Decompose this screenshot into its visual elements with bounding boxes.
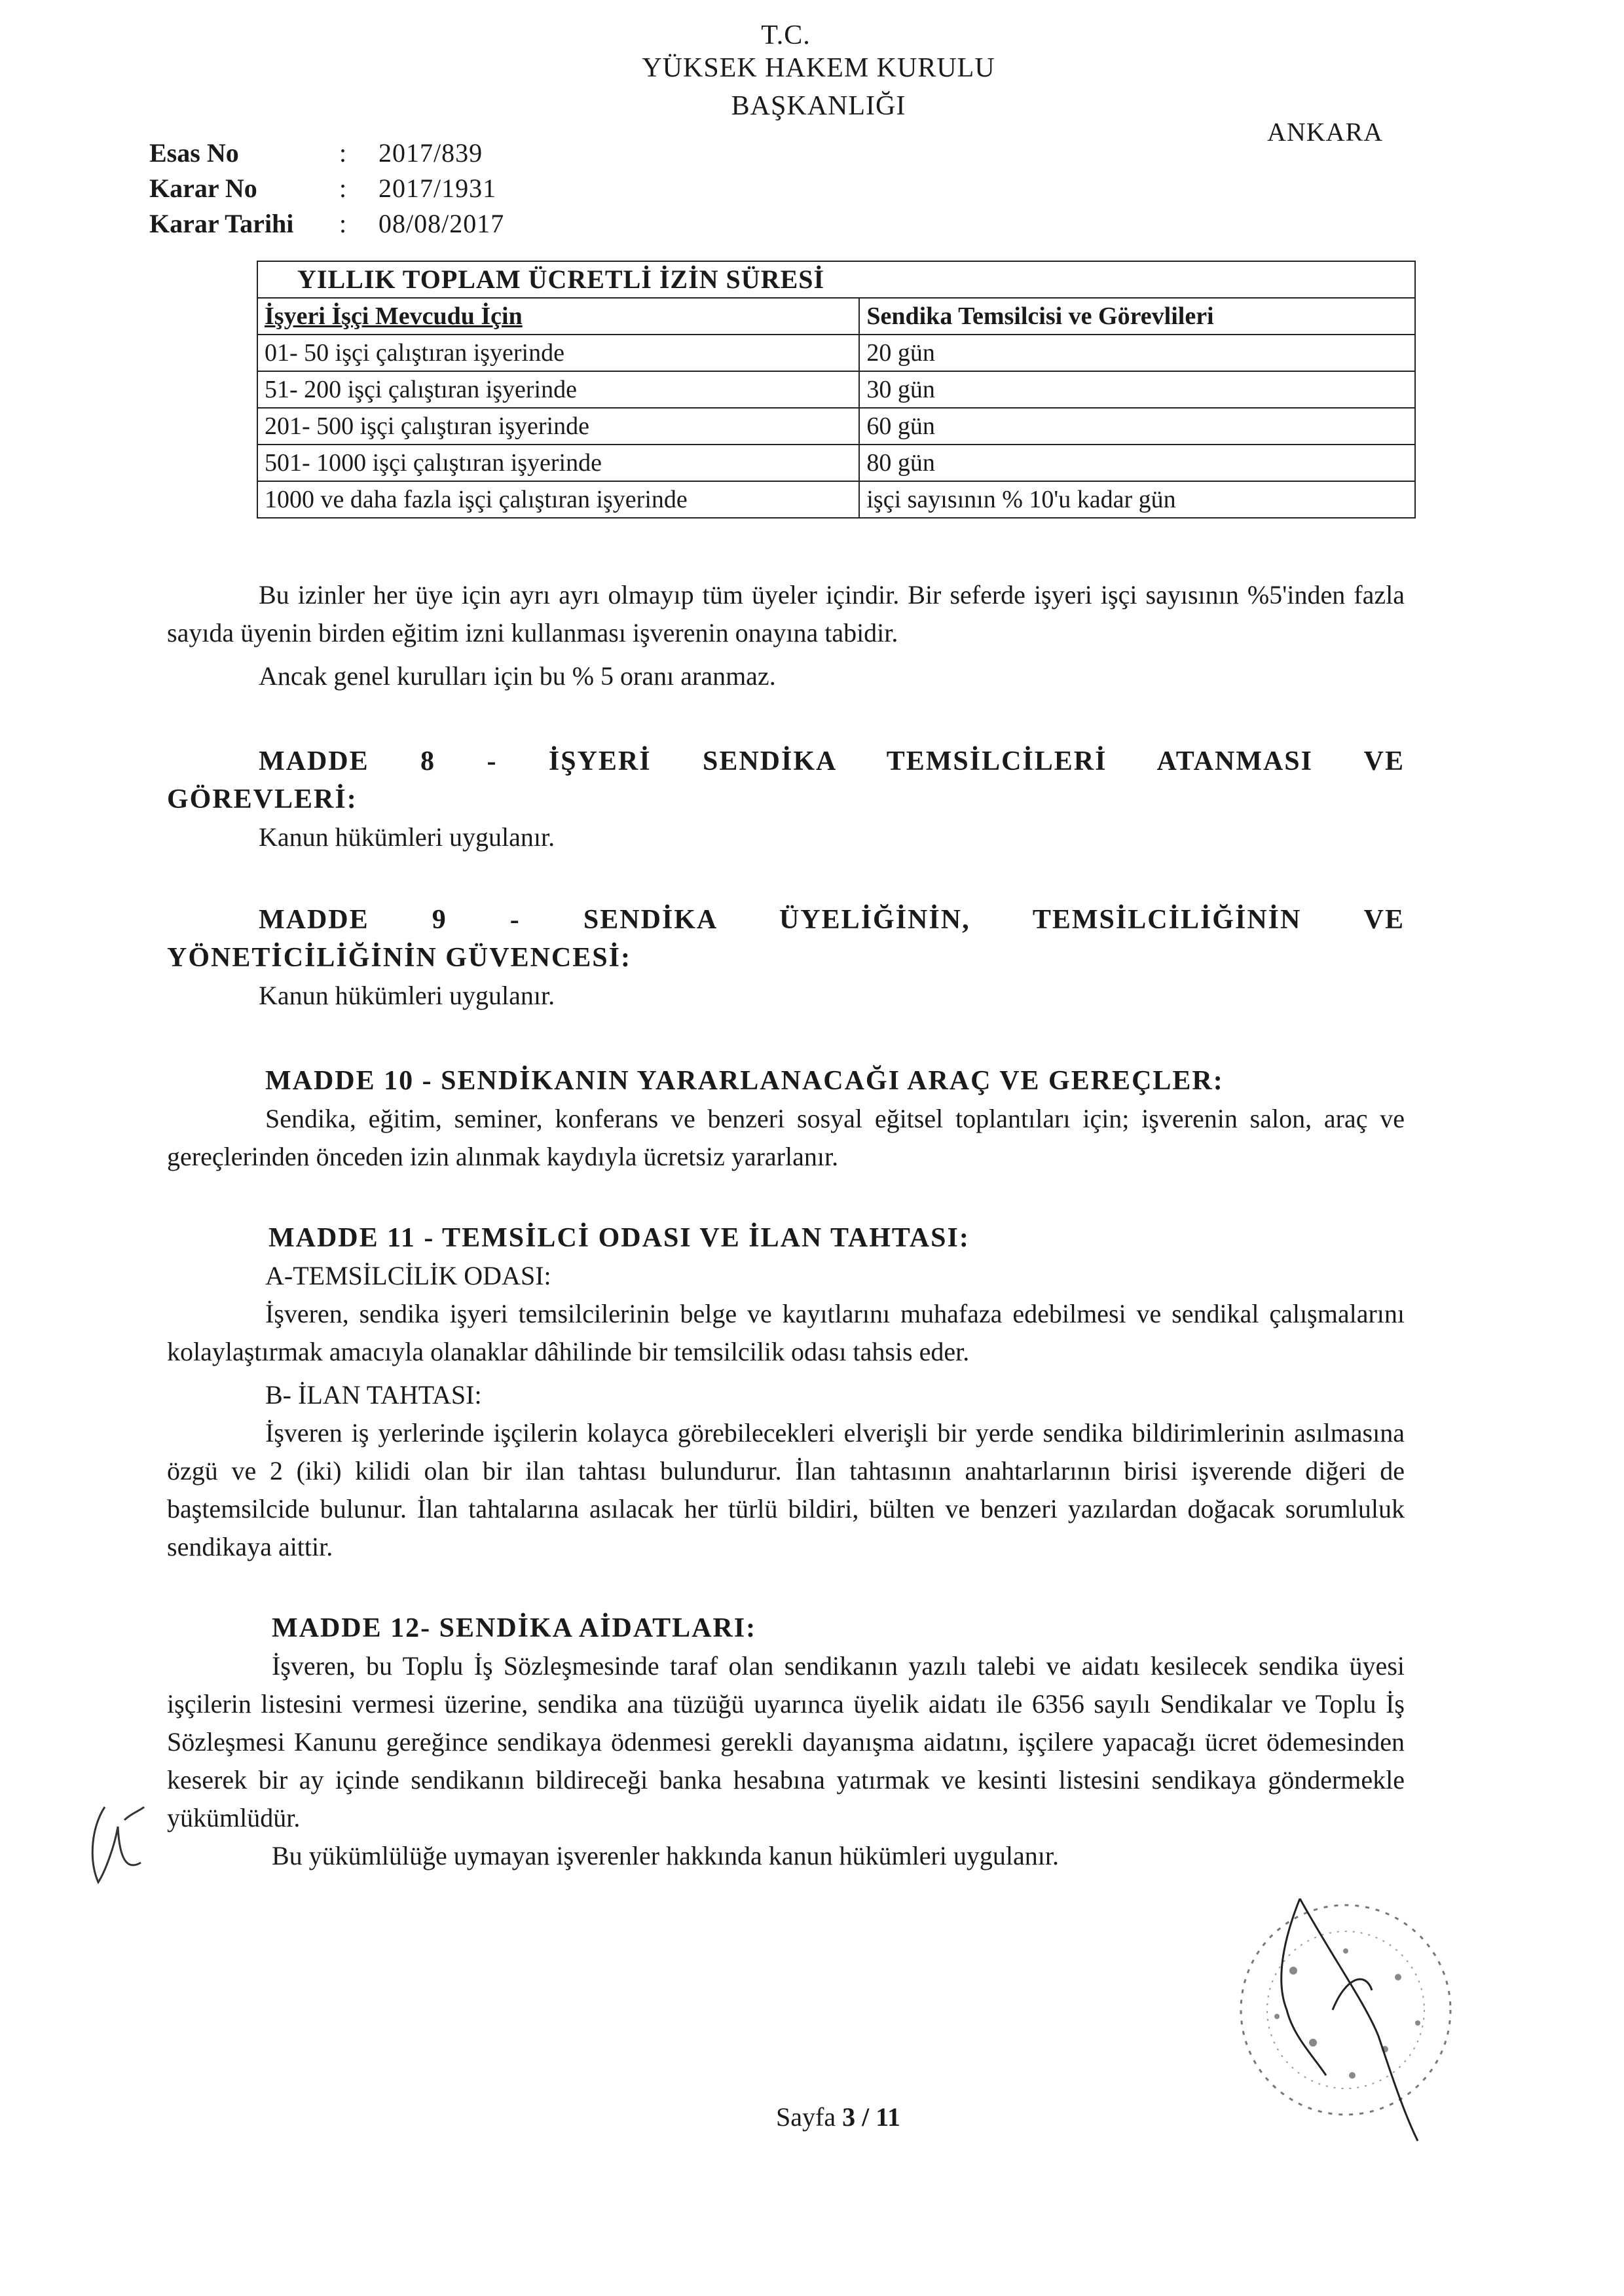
meta-label: Esas No: [149, 138, 239, 168]
meta-value: 2017/839: [378, 138, 483, 168]
paragraph: Ancak genel kurulları için bu % 5 oranı aranmaz.: [259, 661, 776, 691]
meta-value: 2017/1931: [378, 173, 497, 203]
subsection-title: A-TEMSİLCİLİK ODASI:: [265, 1261, 551, 1290]
paragraph: İşveren iş yerlerinde işçilerin kolayca görebilecekleri elverişli bir yerde sendika bildirimlerinin asılmasına özgü ve 2 (iki) kilidi olan bir ilan tahtası bulundurur. İlan tahtasının anahtarlarının birisi işverende diğeri de baştemsilcide bulunur. İlan tahtalarına asılacak her türlü bildiri, bülten ve benzeri yazılardan doğacak sorumluluk sendikaya aittir.: [167, 1418, 1405, 1561]
section-title: MADDE 8 - İŞYERİ SENDİKA TEMSİLCİLERİ ATANMASI VE: [259, 746, 1405, 776]
paragraph: Kanun hükümleri uygulanır.: [259, 822, 555, 852]
meta-row-esas: [149, 137, 504, 173]
page-number: [776, 2102, 900, 2132]
header-city: ANKARA: [1267, 117, 1384, 147]
header-tc: T.C.: [761, 20, 811, 50]
section-title: YÖNETİCİLİĞİNİN GÜVENCESİ:: [167, 943, 631, 973]
page-total: 11: [876, 2102, 900, 2132]
header-institution: YÜKSEK HAKEM KURULU: [642, 53, 995, 83]
table-row: [257, 481, 1415, 518]
table-col-header: İşyeri İşçi Mevcudu İçin: [257, 298, 859, 335]
table-title: YILLIK TOPLAM ÜCRETLİ İZİN SÜRESİ: [257, 261, 1415, 298]
section-title: MADDE 11 - TEMSİLCİ ODASI VE İLAN TAHTASI:: [268, 1223, 970, 1253]
page-separator: /: [862, 2102, 870, 2132]
meta-row-tarih: [149, 208, 504, 244]
madde-10: [167, 1062, 1405, 1176]
table-row: [257, 371, 1415, 408]
paragraph: Kanun hükümleri uygulanır.: [259, 981, 555, 1010]
header-presidency: BAŞKANLIĞI: [731, 91, 906, 121]
table-header-row: [257, 298, 1415, 335]
section-title: GÖREVLERİ:: [167, 784, 358, 814]
page-current: 3: [842, 2102, 856, 2132]
meta-label: Karar Tarihi: [149, 209, 294, 238]
subsection-title: B- İLAN TAHTASI:: [265, 1380, 482, 1410]
official-seal-icon: [1215, 1879, 1490, 2154]
section-title: MADDE 9 - SENDİKA ÜYELİĞİNİN, TEMSİLCİLİĞİNİN VE: [259, 905, 1405, 935]
table-cell: 201- 500 işçi çalıştıran işyerinde: [257, 408, 859, 445]
document-body: [167, 576, 1405, 1875]
table-cell: 60 gün: [859, 408, 1415, 445]
table-title-row: [257, 261, 1415, 298]
table-row: [257, 335, 1415, 371]
meta-value: 08/08/2017: [378, 209, 505, 238]
table-cell: 80 gün: [859, 445, 1415, 481]
table-cell: 51- 200 işçi çalıştıran işyerinde: [257, 371, 859, 408]
madde-11: [167, 1219, 1405, 1566]
meta-block: [149, 137, 504, 244]
section-title: MADDE 10 - SENDİKANIN YARARLANACAĞI ARAÇ VE GEREÇLER:: [265, 1066, 1224, 1096]
paragraph: Bu yükümlülüğe uymayan işverenler hakkında kanun hükümleri uygulanır.: [272, 1841, 1059, 1870]
initials-signature: [79, 1794, 151, 1892]
madde-9: [167, 901, 1405, 1015]
page-label: Sayfa: [776, 2102, 836, 2132]
meta-colon: :: [339, 173, 347, 203]
table-cell: 20 gün: [859, 335, 1415, 371]
meta-label: Karar No: [149, 173, 257, 203]
table-cell: 1000 ve daha fazla işçi çalıştıran işyerinde: [257, 481, 859, 518]
table-col-header: Sendika Temsilcisi ve Görevlileri: [859, 298, 1415, 335]
paragraph: İşveren, sendika işyeri temsilcilerinin belge ve kayıtlarını muhafaza edebilmesi ve sendikal çalışmalarını kolaylaştırmak amacıyla olanaklar dâhilinde bir temsilcilik odası tahsis eder.: [167, 1299, 1405, 1366]
table-cell: 501- 1000 işçi çalıştıran işyerinde: [257, 445, 859, 481]
table-cell: işçi sayısının % 10'u kadar gün: [859, 481, 1415, 518]
leave-table: [257, 261, 1416, 519]
meta-row-karar: [149, 173, 504, 208]
madde-8: [167, 742, 1405, 856]
table-cell: 30 gün: [859, 371, 1415, 408]
table-row: [257, 408, 1415, 445]
madde-12: [167, 1609, 1405, 1875]
meta-colon: :: [339, 209, 347, 238]
paragraph: İşveren, bu Toplu İş Sözleşmesinde taraf olan sendikanın yazılı talebi ve aidatı kesilecek sendika üyesi işçilerin listesini vermesi üzerine, sendika ana tüzüğü uyarınca üyelik aidatı ile 6356 sayılı Sendikalar ve Toplu İş Sözleşmesi Kanunu gereğince sendikaya ödenmesi gerekli dayanışma aidatını, işçilere yapacağı ücret ödemesinden keserek bir ay içinde sendikanın bildireceği banka hesabına yatırmak ve kesinti listesini sendikaya göndermekle yükümlüdür.: [167, 1651, 1405, 1832]
section-title: MADDE 12- SENDİKA AİDATLARI:: [272, 1613, 757, 1643]
table-cell: 01- 50 işçi çalıştıran işyerinde: [257, 335, 859, 371]
paragraph: Bu izinler her üye için ayrı ayrı olmayıp tüm üyeler içindir. Bir seferde işyeri işçi sayısının %5'inden fazla sayıda üyenin birden eğitim izni kullanması işverenin onayına tabidir.: [167, 580, 1405, 647]
table-row: [257, 445, 1415, 481]
paragraph: Sendika, eğitim, seminer, konferans ve benzeri sosyal eğitsel toplantıları için; işverenin salon, araç ve gereçlerinden önceden izin alınmak kaydıyla ücretsiz yararlanır.: [167, 1104, 1405, 1171]
meta-colon: :: [339, 138, 347, 168]
